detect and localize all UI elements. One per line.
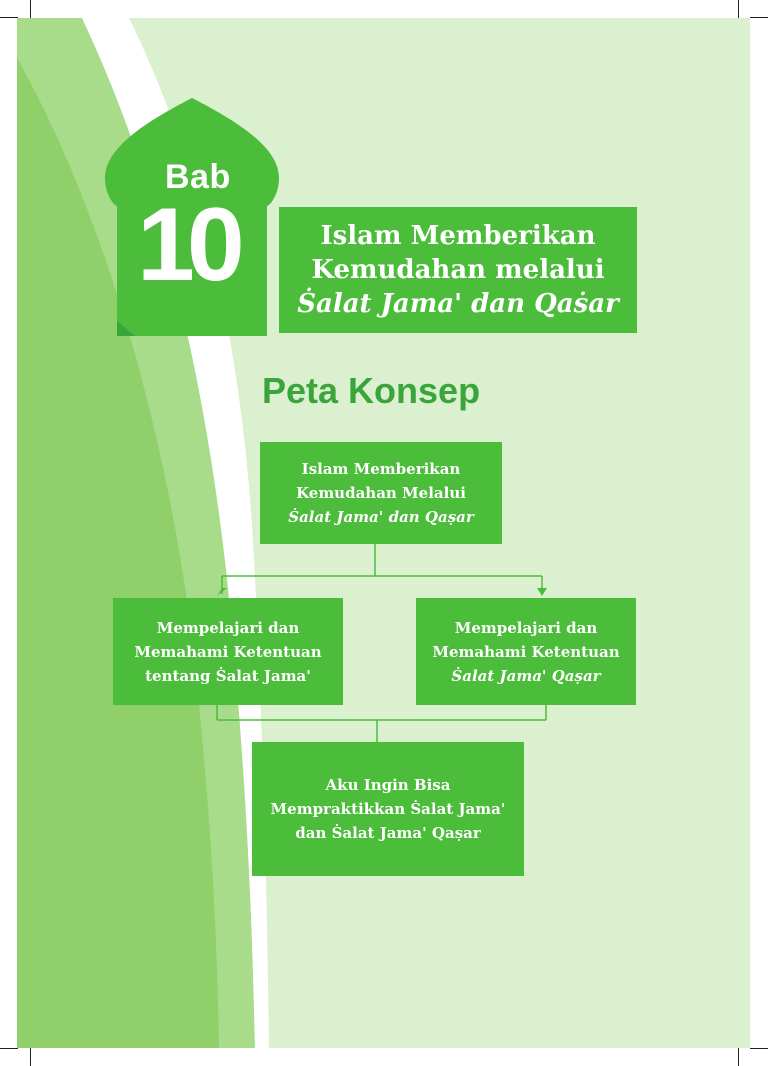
crop-mark	[750, 17, 768, 18]
crop-mark	[0, 17, 18, 18]
concept-text-line: Kemudahan Melalui	[296, 484, 466, 502]
concept-text-line: Ṡalat Jama' Qaṣar	[451, 666, 601, 685]
book-page	[17, 18, 750, 1048]
crop-mark	[738, 1048, 739, 1066]
crop-mark	[0, 1048, 18, 1049]
concept-text-line: dan Ṡalat Jama' Qaṣar	[295, 824, 481, 842]
crop-mark	[750, 1048, 768, 1049]
concept-text-line: Ṡalat Jama' dan Qaṣar	[288, 508, 474, 526]
concept-box-bottom	[252, 742, 524, 876]
crop-mark	[30, 1048, 31, 1066]
concept-text-line: Mempelajari dan	[454, 618, 598, 637]
concept-box-right	[416, 598, 636, 705]
chapter-title-line: Islam Memberikan	[320, 221, 596, 251]
chapter-title-line: Ṡalat Jama' dan Qaṡar	[297, 289, 619, 319]
section-heading: Peta Konsep	[262, 370, 481, 411]
concept-text-line: Mempelajari dan	[156, 618, 300, 637]
chapter-title-line: Kemudahan melalui	[311, 255, 605, 285]
concept-box-left	[113, 598, 343, 705]
crop-mark	[30, 0, 31, 18]
concept-text-line: Memahami Ketentuan	[134, 642, 322, 661]
concept-text-line: Memahami Ketentuan	[432, 642, 620, 661]
concept-text-line: Islam Memberikan	[301, 460, 461, 478]
chapter-label: Bab	[165, 158, 231, 196]
concept-text-line: Mempraktikkan Ṡalat Jama'	[270, 800, 506, 818]
crop-mark	[738, 0, 739, 18]
concept-text-line: tentang Ṡalat Jama'	[145, 666, 311, 685]
concept-text-line: Aku Ingin Bisa	[325, 776, 451, 794]
chapter-number: 10	[137, 187, 237, 303]
concept-box-top	[260, 442, 502, 544]
